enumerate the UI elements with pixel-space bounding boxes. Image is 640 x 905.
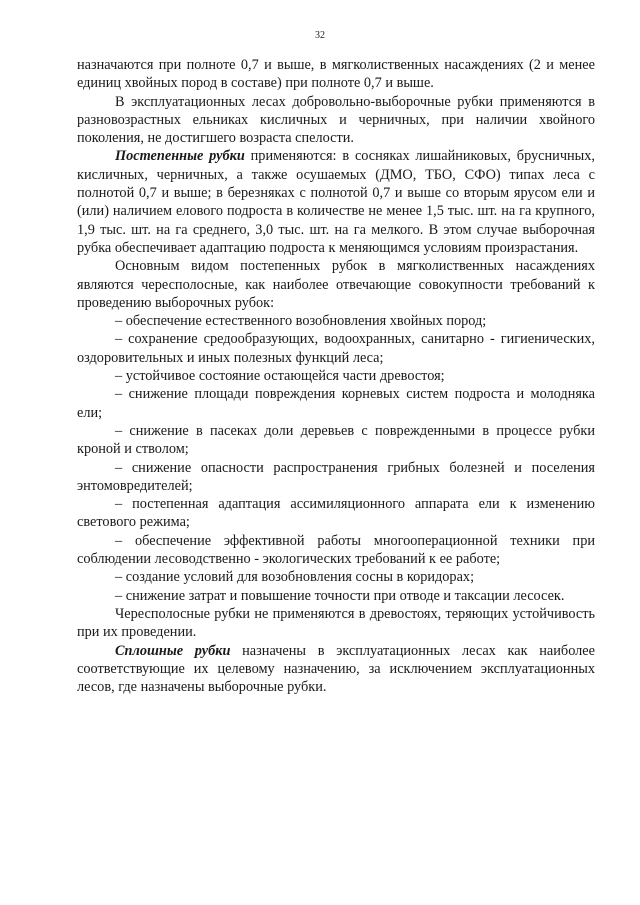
list-item: – обеспечение естественного возобновления хвойных пород; [115, 313, 487, 330]
list-item: – устойчивое состояние остающейся части древостоя; [115, 368, 445, 385]
term-gradual-cuttings: Постепенные рубки [115, 148, 245, 165]
paragraph-1: назначаются при полноте 0,7 и выше, в мягколиственных насаждениях (2 и менее единиц хвойных пород в составе) при полноте 0,7 и выше. [77, 57, 595, 92]
term-clear-cuttings: Сплошные рубки [115, 642, 231, 659]
paragraph-clear-cuttings [77, 642, 595, 697]
list-item: – снижение в пасеках доли деревьев с поврежденными в процессе рубки кроной и стволом; [77, 422, 595, 458]
list-item: – снижение опасности распространения грибных болезней и поселения энтомовредителей; [77, 459, 595, 494]
paragraph-4: Основным видом постепенных рубок в мягколиственных насаждениях являются чересполосные, как наиболее отвечающие совокупности требований к проведению выборочных рубок: [77, 258, 595, 311]
paragraph-gradual-cuttings [77, 147, 595, 257]
list-item: – снижение затрат и повышение точности при отводе и таксации лесосек. [115, 587, 565, 604]
page-number: 32 [315, 30, 325, 41]
page-body [77, 56, 595, 696]
gradual-cuttings-text: применяются: в сосняках лишайниковых, брусничных, кисличных, черничных, а также осушаемых (ДМО, ТБО, СФО) типах леса с полнотой 0,7 и выше; в березняках с полнотой 0,7 и выше со вторым ярусом ели и (или) наличием елового подроста в количестве не менее 1,5 тыс. шт. на га крупного, 1,9 тыс. шт. на га среднего, 3,0 тыс. шт. на га мелкого. В этом случае выборочная рубка обеспечивает адаптацию подроста к меняющимся условиям произрастания. [77, 148, 596, 256]
paragraph-2: В эксплуатационных лесах добровольно-выборочные рубки применяются в разновозрастных ельниках кисличных и черничных, при наличии хвойного поколения, не достигшего возраста спелости. [77, 93, 595, 147]
list-item: – постепенная адаптация ассимиляционного аппарата ели к изменению светового режима; [77, 496, 595, 531]
list-item: – обеспечение эффективной работы многооперационной техники при соблюдении лесоводственно - экологических требований к ее работе; [77, 532, 595, 568]
clear-cuttings-text: назначены в эксплуатационных лесах как наиболее соответствующие их целевому назначению, за исключением эксплуатационных лесов, где назначены выборочные рубки. [77, 642, 595, 696]
list-item: – снижение площади повреждения корневых систем подроста и молодняка ели; [77, 386, 595, 421]
list-item: – создание условий для возобновления сосны в коридорах; [115, 569, 475, 586]
paragraph-5: Чересполосные рубки не применяются в древостоях, теряющих устойчивость при их проведении. [77, 605, 595, 641]
list-item: – сохранение средообразующих, водоохранных, санитарно - гигиенических, оздоровительных и иных полезных функций леса; [77, 331, 595, 366]
